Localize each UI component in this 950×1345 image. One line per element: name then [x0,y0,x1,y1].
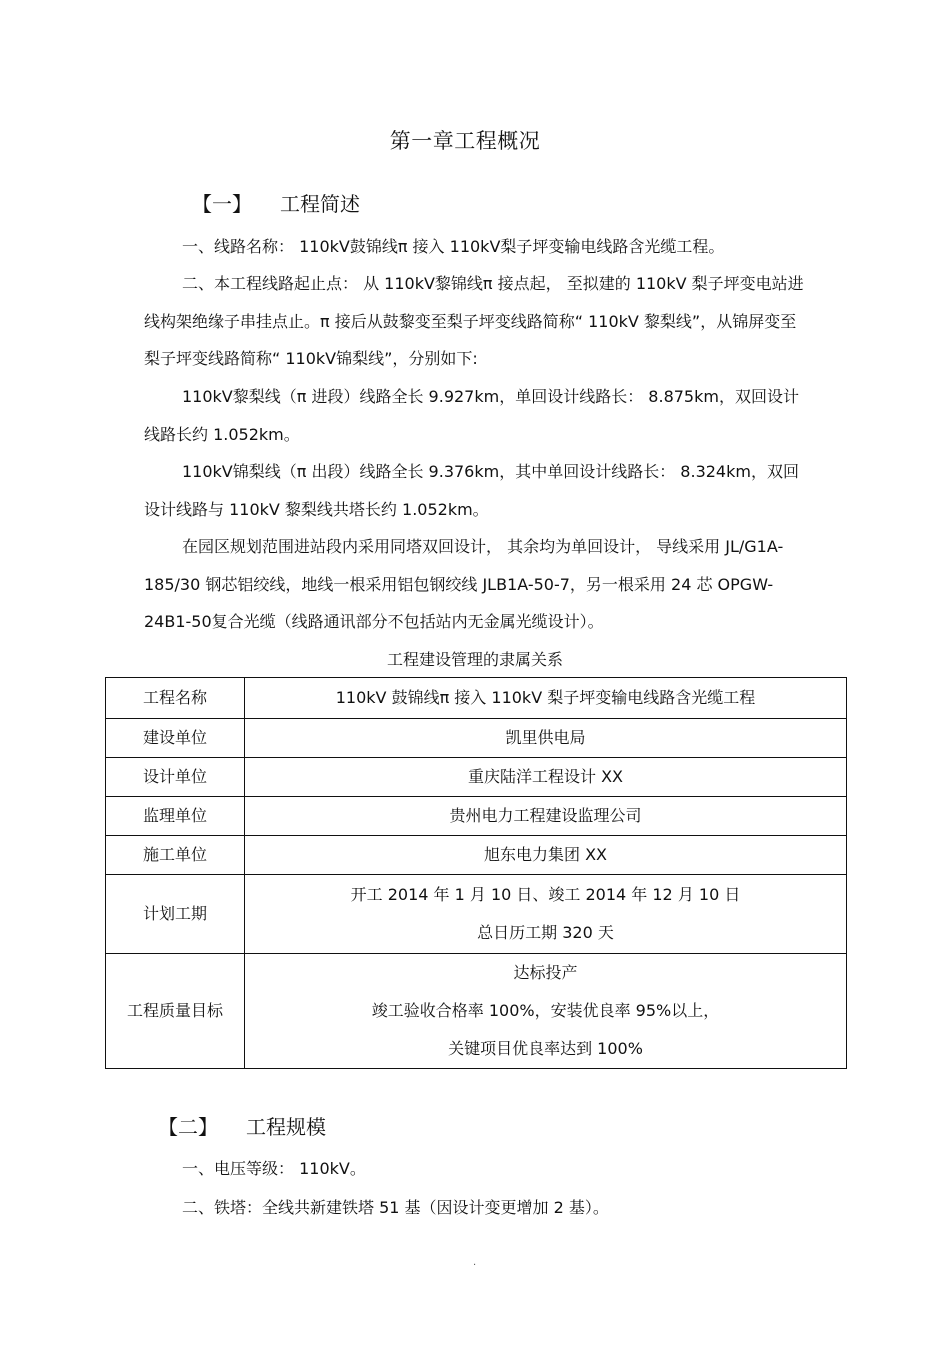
row-value [245,954,847,1069]
section-title: 工程规模 [246,1115,326,1139]
period-start-end: 开工 2014 年 1 月 10 日、竣工 2014 年 12 月 10 日 [350,885,741,904]
row-label: 工程名称 [106,678,245,719]
quality-rates: 竣工验收合格率 100%，安装优良率 95%以上， [371,1001,720,1020]
table-row [106,758,847,797]
scale-item-towers: 二、铁塔：全线共新建铁塔 51 基（因设计变更增加 2 基）。 [182,1198,609,1217]
section-heading-2 [158,1111,326,1140]
management-table [105,677,847,1069]
table-row-quality [106,954,847,1069]
paragraph-endpoints: 二、本工程线路起止点： 从 110kV黎锦线π 接点起， 至拟建的 110kV 梨子坪变电站进线构架绝缘子串挂点止。π 接后从鼓黎变至梨子坪变线路简称“ 110kV 黎梨线”，从锦屏变至梨子坪变线路简称“ 110kV锦梨线”，分别如下: [144,274,804,368]
row-label: 监理单位 [106,797,245,836]
section-number: 【二】 [158,1115,218,1139]
paragraph-conductor: 在园区规划范围进站段内采用同塔双回设计， 其余均为单回设计， 导线采用 JL/G1A-185/30 钢芯铝绞线，地线一根采用铝包钢绞线 JLB1A-50-7，另一根采用 24 芯 OPGW-24B1-50复合光缆（线路通讯部分不包括站内无金属光缆设计）。 [144,537,784,631]
row-label: 计划工期 [106,875,245,954]
row-label: 施工单位 [106,836,245,875]
period-total: 总日历工期 320 天 [477,923,614,942]
scale-item-voltage: 一、电压等级： 110kV。 [182,1159,366,1178]
row-value: 旭东电力集团 XX [245,836,847,875]
table-caption: 工程建设管理的隶属关系 [386,650,563,669]
section-number: 【一】 [192,192,252,216]
section-title: 工程简述 [280,192,360,216]
row-value [245,875,847,954]
table-row [106,797,847,836]
footer-mark: . [473,1257,477,1268]
table-row [106,678,847,719]
table-row [106,836,847,875]
row-value: 凯里供电局 [245,719,847,758]
quality-goal: 达标投产 [513,963,578,982]
row-label: 建设单位 [106,719,245,758]
table-row-period [106,875,847,954]
paragraph-lililine: 110kV黎梨线（π 进段）线路全长 9.927km，单回设计线路长： 8.875km，双回设计线路长约 1.052km。 [144,387,799,444]
row-value: 重庆陆洋工程设计 XX [245,758,847,797]
table-row [106,719,847,758]
row-value: 110kV 鼓锦线π 接入 110kV 梨子坪变输电线路含光缆工程 [245,678,847,719]
quality-key-items: 关键项目优良率达到 100% [448,1039,643,1058]
chapter-title: 第一章工程概况 [389,129,541,153]
row-label: 设计单位 [106,758,245,797]
paragraph-jinliline: 110kV锦梨线（π 出段）线路全长 9.376km，其中单回设计线路长： 8.324km，双回设计线路与 110kV 黎梨线共塔长约 1.052km。 [144,462,799,519]
paragraph-line-name: 一、线路名称： 110kV鼓锦线π 接入 110kV梨子坪变输电线路含光缆工程。 [182,237,725,256]
section-heading-1 [192,188,360,217]
row-value: 贵州电力工程建设监理公司 [245,797,847,836]
row-label: 工程质量目标 [106,954,245,1069]
